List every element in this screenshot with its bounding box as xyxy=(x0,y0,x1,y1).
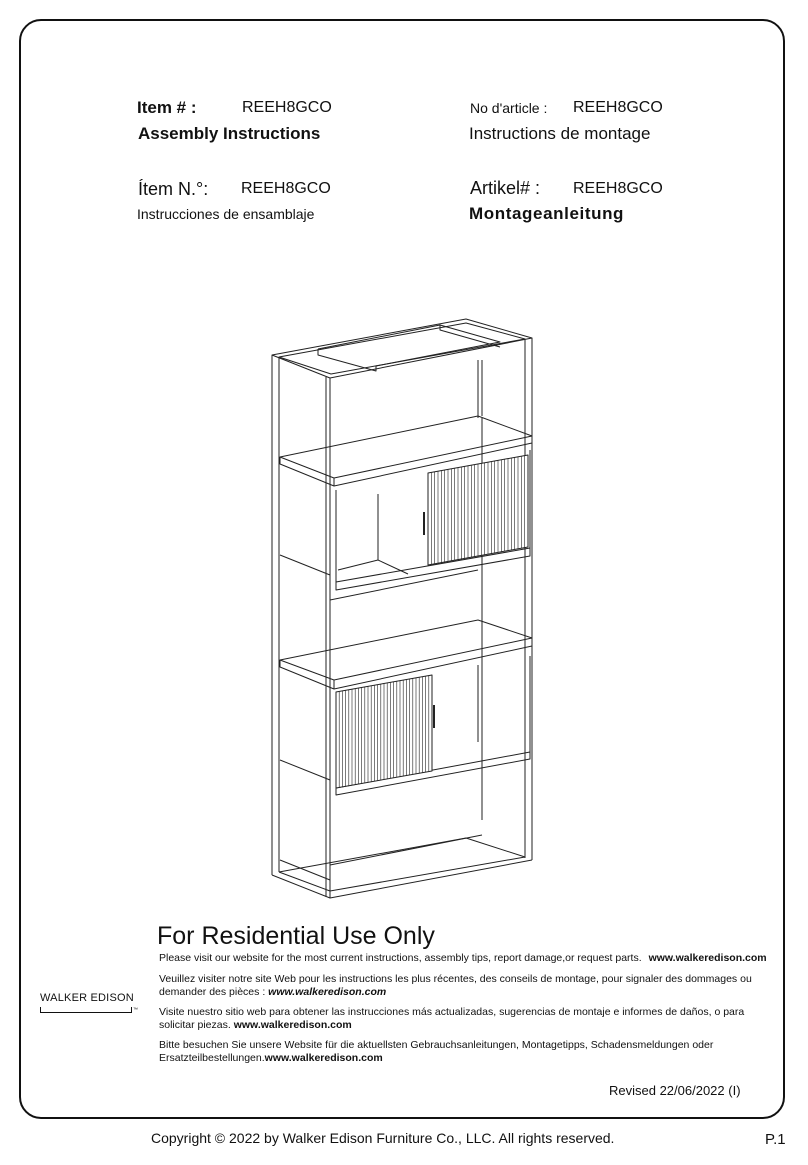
copyright-text: Copyright © 2022 by Walker Edison Furniture Co., LLC. All rights reserved. xyxy=(151,1130,615,1146)
es-item-label: Ítem N.°: xyxy=(138,179,209,199)
notice-es-link[interactable]: www.walkeredison.com xyxy=(233,1018,352,1031)
notice-en-link[interactable]: www.walkeredison.com xyxy=(648,952,767,964)
logo-trademark: ™ xyxy=(133,1007,138,1013)
fr-item-value: REEH8GCO xyxy=(573,99,663,116)
notice-fr-link[interactable]: www.walkeredison.com xyxy=(268,985,387,998)
de-item-label: Artikel# : xyxy=(470,178,541,198)
fr-item-label: No d'article : xyxy=(470,100,548,116)
notice-fr xyxy=(159,973,771,998)
logo-text: WALKER EDISON xyxy=(40,992,134,1004)
notice-de xyxy=(159,1039,771,1064)
notice-fr-text: Veuillez visiter notre site Web pour les instructions les plus récentes, des conseils de montage, pour signaler des dommages ou demander des pièces : xyxy=(159,973,752,998)
logo-underline xyxy=(40,1007,132,1013)
en-title: Assembly Instructions xyxy=(138,124,321,143)
page-number: P.1 xyxy=(765,1131,786,1148)
es-title: Instrucciones de ensamblaje xyxy=(137,206,315,222)
notice-de-link[interactable]: www.walkeredison.com xyxy=(264,1051,383,1064)
en-item-value: REEH8GCO xyxy=(242,99,332,116)
notice-en-text: Please visit our website for the most current instructions, assembly tips, report damage,or request parts. xyxy=(159,952,642,964)
residential-use-title: For Residential Use Only xyxy=(157,922,435,950)
de-item-value: REEH8GCO xyxy=(573,180,663,197)
notice-es-text: Visite nuestro sitio web para obtener las instrucciones más actualizadas, sugerencias de montaje e informes de daños, o para solicitar piezas. xyxy=(159,1006,745,1031)
fr-title: Instructions de montage xyxy=(469,124,651,143)
walker-edison-logo xyxy=(40,992,140,1016)
en-item-label: Item # : xyxy=(137,98,197,117)
de-title: Montageanleitung xyxy=(469,204,625,223)
revision-date: Revised 22/06/2022 (I) xyxy=(609,1083,741,1098)
notice-es xyxy=(159,1006,771,1031)
es-item-value: REEH8GCO xyxy=(241,180,331,197)
notice-de-text: Bitte besuchen Sie unsere Website für die aktuellsten Gebrauchsanleitungen, Montagetipps, Schadensmeldungen oder Ersatzteilbestellungen. xyxy=(159,1039,714,1064)
notice-en xyxy=(159,952,769,965)
